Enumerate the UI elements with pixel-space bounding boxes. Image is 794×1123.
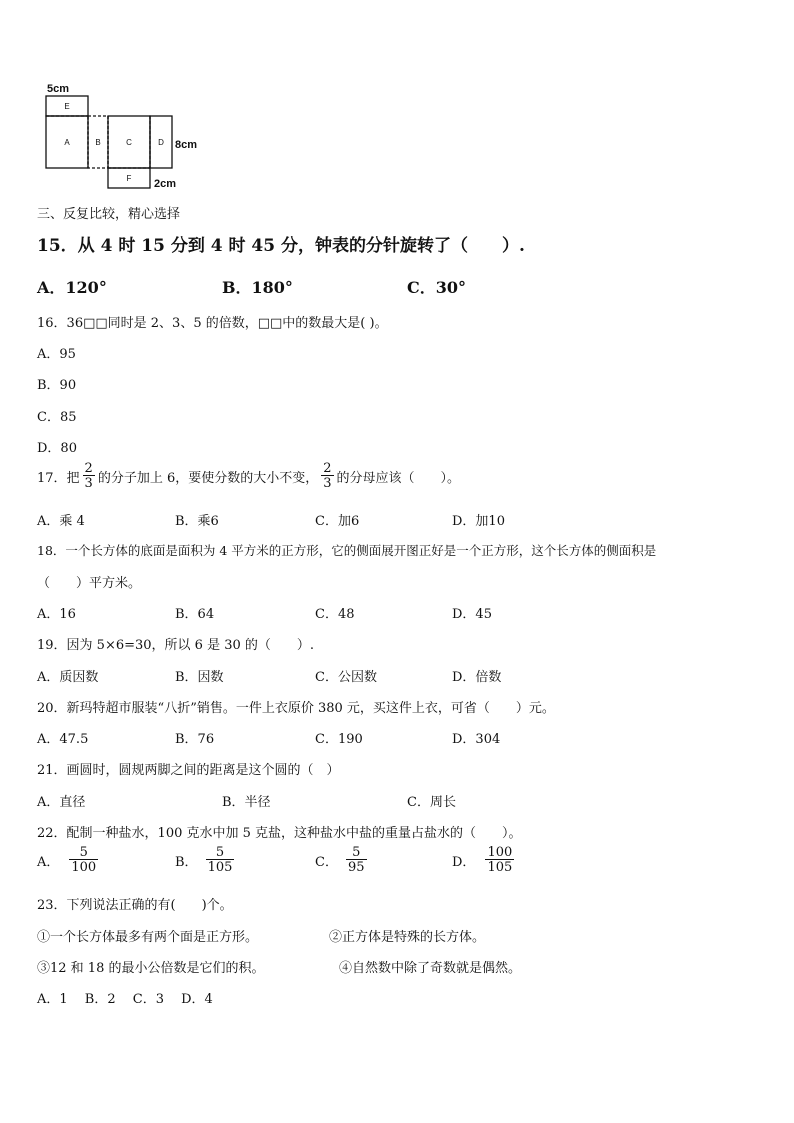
q15-option-a[interactable]: A．120° xyxy=(37,278,107,297)
cuboid-net-svg xyxy=(44,82,214,192)
q22-c-den: 95 xyxy=(347,860,365,875)
face-a-label: A xyxy=(64,138,70,147)
q22-d-den: 105 xyxy=(487,860,513,875)
q17-mid: 的分子加上 6，要使分数的大小不变， xyxy=(97,470,319,486)
q16-option-b[interactable]: B．90 xyxy=(37,378,77,393)
q20-stem: 20．新玛特超市服装“八折”销售。一件上衣原价 380 元，买这件上衣，可省（ ）元。 xyxy=(37,701,555,716)
q22-option-c[interactable] xyxy=(315,846,370,874)
q17-stem xyxy=(37,462,460,490)
q20-option-b[interactable]: B．76 xyxy=(175,732,215,747)
q15-stem: 15．从 4 时 15 分到 4 时 45 分，钟表的分针旋转了（ ）. xyxy=(37,236,525,256)
q19-option-a[interactable]: A．质因数 xyxy=(37,670,99,685)
q17-fraction-1 xyxy=(83,462,95,490)
q17-pre: 17．把 xyxy=(37,470,80,486)
q19-option-d[interactable]: D．倍数 xyxy=(452,670,502,685)
q22-stem: 22．配制一种盐水，100 克水中加 5 克盐，这种盐水中盐的重量占盐水的（ ）。 xyxy=(37,826,522,841)
q22-option-a[interactable] xyxy=(37,846,101,874)
q17-frac2-den: 3 xyxy=(323,476,332,491)
q17-option-a[interactable]: A．乘 4 xyxy=(37,514,85,529)
q22-b-num: 5 xyxy=(215,845,225,860)
cuboid-net-diagram xyxy=(44,82,214,192)
q16-option-a[interactable]: A．95 xyxy=(37,347,76,362)
face-d-label: D xyxy=(158,138,164,147)
q22-c-label: C． xyxy=(315,854,338,870)
q17-option-c[interactable]: C．加6 xyxy=(315,514,360,529)
q19-option-b[interactable]: B．因数 xyxy=(175,670,224,685)
q20-option-d[interactable]: D．304 xyxy=(452,732,501,747)
q17-option-d[interactable]: D．加10 xyxy=(452,514,505,529)
q23-stem: 23．下列说法正确的有( )个。 xyxy=(37,898,233,913)
q17-frac2-num: 2 xyxy=(323,461,332,476)
q17-option-b[interactable]: B．乘6 xyxy=(175,514,219,529)
q22-b-fraction xyxy=(206,846,235,874)
q19-stem: 19．因为 5×6=30，所以 6 是 30 的（ ）. xyxy=(37,638,315,653)
q18-option-b[interactable]: B．64 xyxy=(175,607,215,622)
q15-option-b[interactable]: B．180° xyxy=(222,278,293,297)
q16-stem: 16．36□□同时是 2、3、5 的倍数，□□中的数最大是( )。 xyxy=(37,316,388,331)
q21-stem: 21．画圆时，圆规两脚之间的距离是这个圆的（ ） xyxy=(37,763,340,778)
q22-a-fraction xyxy=(69,846,98,874)
q20-option-c[interactable]: C．190 xyxy=(315,732,363,747)
section-heading: 三、反复比较，精心选择 xyxy=(37,207,181,222)
q23-statement-2: ②正方体是特殊的长方体。 xyxy=(329,930,486,945)
q22-option-d[interactable] xyxy=(452,846,517,874)
q17-frac1-den: 3 xyxy=(84,476,93,491)
q22-c-fraction xyxy=(346,846,367,874)
q22-a-den: 100 xyxy=(71,860,97,875)
q23-options[interactable]: A．1 B．2 C．3 D．4 xyxy=(37,992,213,1007)
q22-d-label: D． xyxy=(452,854,476,870)
face-e-label: E xyxy=(64,102,70,111)
q20-option-a[interactable]: A．47.5 xyxy=(37,732,89,747)
dim-5cm: 5cm xyxy=(47,83,70,95)
q22-a-num: 5 xyxy=(79,845,88,860)
q22-d-num: 100 xyxy=(487,845,513,860)
q21-option-b[interactable]: B．半径 xyxy=(222,795,271,810)
q15-option-c[interactable]: C．30° xyxy=(407,278,467,297)
q17-fraction-2 xyxy=(321,462,333,490)
q22-b-den: 105 xyxy=(207,860,233,875)
q18-option-d[interactable]: D．45 xyxy=(452,607,492,622)
q22-a-label: A． xyxy=(37,854,60,870)
q18-option-c[interactable]: C．48 xyxy=(315,607,355,622)
q23-statement-1: ①一个长方体最多有两个面是正方形。 xyxy=(37,930,259,945)
q17-post: 的分母应该（ ）。 xyxy=(336,470,461,486)
q16-option-c[interactable]: C．85 xyxy=(37,410,77,425)
q22-c-num: 5 xyxy=(352,845,361,860)
face-f-label: F xyxy=(126,174,132,183)
q22-option-b[interactable] xyxy=(175,846,237,874)
q18-stem-line2: （ ）平方米。 xyxy=(37,576,142,591)
q18-option-a[interactable]: A．16 xyxy=(37,607,76,622)
q16-option-d[interactable]: D．80 xyxy=(37,441,77,456)
face-b-label: B xyxy=(95,138,101,147)
q22-d-fraction xyxy=(485,846,514,874)
q22-b-label: B． xyxy=(175,854,198,870)
q17-frac1-num: 2 xyxy=(84,461,93,476)
q21-option-a[interactable]: A．直径 xyxy=(37,795,86,810)
q21-option-c[interactable]: C．周长 xyxy=(407,795,456,810)
q18-stem-line1: 18．一个长方体的底面是面积为 4 平方米的正方形，它的侧面展开图正好是一个正方形，这个长方体的侧面积是 xyxy=(37,543,657,558)
dim-8cm: 8cm xyxy=(175,139,198,151)
q19-option-c[interactable]: C．公因数 xyxy=(315,670,377,685)
q23-statement-4: ④自然数中除了奇数就是偶然。 xyxy=(339,961,522,976)
dim-2cm: 2cm xyxy=(154,178,177,190)
q23-statement-3: ③12 和 18 的最小公倍数是它们的积。 xyxy=(37,961,265,976)
face-c-label: C xyxy=(126,138,132,147)
